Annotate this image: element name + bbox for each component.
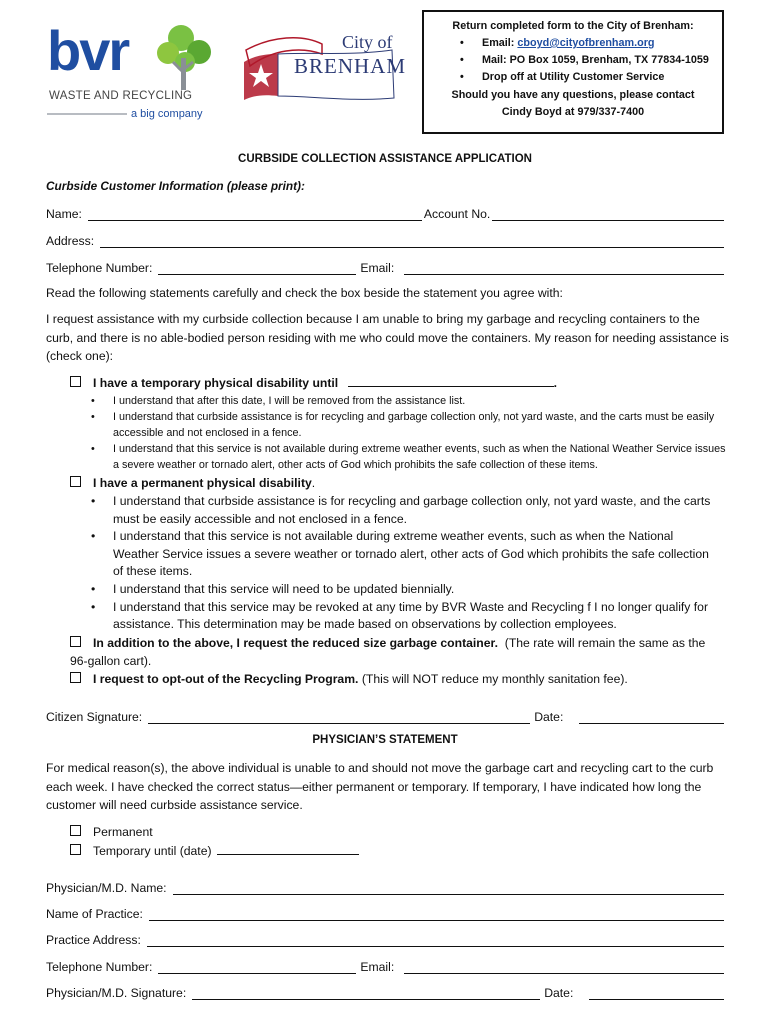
list-item: • I understand that this service may be revoked at any time by BVR Waste and Recycling f I no longer qualify for assistance. This determination may be made based on observations by collection employees. [113, 599, 713, 634]
telephone-email-row [46, 257, 724, 275]
request-paragraph: I request assistance with my curbside collection because I am unable to bring my garbage and recycling containers to the curb, and there is no able-bodied person residing with me who could move the containers. My reason for needing assistance is (check one): [46, 312, 729, 363]
optout-recycling-option[interactable] [70, 670, 628, 688]
physician-telephone-label: Telephone Number: [46, 960, 153, 974]
phys-temporary-label: Temporary until (date) [93, 844, 212, 858]
email-field[interactable] [404, 261, 724, 275]
email-label: Email: [482, 37, 518, 49]
customer-info-heading: Curbside Customer Information (please print): [46, 179, 305, 193]
permanent-label: I have a permanent physical disability [93, 476, 312, 490]
bvr-wordmark: bvr [47, 19, 129, 82]
list-item: • I understand that this service is not available during extreme weather events, such as when the National Weather Service issues a severe weather or tornado alert, other acts of God which prohibits the safe collection of these items. [113, 441, 727, 473]
permanent-checkbox[interactable] [70, 476, 81, 487]
phys-permanent-label: Permanent [93, 825, 153, 839]
physician-signature-field[interactable] [192, 986, 540, 1000]
contact-text: Cindy Boyd at 979/337-7400 [501, 106, 645, 118]
email-link[interactable]: cboyd@cityofbrenham.org [517, 37, 655, 49]
practice-address-row [46, 929, 724, 947]
practice-name-field[interactable] [149, 907, 724, 921]
reduced-container-label: In addition to the above, I request the reduced size garbage container. [93, 636, 498, 650]
citizen-date-label: Date: [534, 710, 564, 724]
temporary-date-field[interactable] [348, 374, 554, 387]
instructions-text: Read the following statements carefully and check the box beside the statement you agree with: [46, 286, 563, 300]
bvr-tagline: WASTE AND RECYCLING [49, 90, 193, 102]
brenham-text: BRENHAM [294, 54, 407, 78]
address-row [46, 230, 724, 248]
reduced-container-option[interactable] [70, 634, 710, 670]
account-label: Account No. [423, 207, 491, 221]
address-field[interactable] [100, 234, 724, 248]
optout-checkbox[interactable] [70, 672, 81, 683]
physician-signature-label: Physician/M.D. Signature: [46, 986, 187, 1000]
phys-permanent-checkbox[interactable] [70, 825, 81, 836]
practice-name-row [46, 903, 724, 921]
physician-email-label: Email: [360, 960, 395, 974]
bvr-company-tag: a big company [131, 108, 203, 120]
phys-temporary-date-field[interactable] [217, 842, 359, 855]
physician-name-field[interactable] [173, 881, 724, 895]
city-of-brenham-logo [242, 26, 407, 102]
mail-text: Mail: PO Box 1059, Brenham, TX 77834-1059 [482, 54, 709, 66]
temporary-label: I have a temporary physical disability until [93, 376, 339, 390]
list-item: • I understand that curbside assistance is for recycling and garbage collection only, not yard waste, and the carts must be easily accessible and not enclosed in a fence. [113, 409, 727, 441]
permanent-disability-option[interactable]: I have a permanent physical disability. [70, 474, 315, 492]
temporary-bullets [113, 393, 727, 473]
temporary-disability-option[interactable]: I have a temporary physical disability until . [70, 374, 557, 392]
physician-date-field[interactable] [589, 986, 724, 1000]
physician-telephone-row [46, 956, 724, 974]
physician-telephone-field[interactable] [158, 960, 356, 974]
phys-permanent-option[interactable] [70, 823, 153, 841]
dropoff-text: Drop off at Utility Customer Service [482, 71, 665, 83]
phys-temporary-checkbox[interactable] [70, 844, 81, 855]
list-item: • I understand that this service is not available during extreme weather events, such as when the National Weather Service issues a severe weather or tornado alert, other acts of God which prohibits the safe collection of these items. [113, 528, 713, 581]
form-title: CURBSIDE COLLECTION ASSISTANCE APPLICATION [238, 153, 532, 165]
citizen-signature-field[interactable] [148, 710, 530, 724]
physician-signature-row [46, 982, 724, 1000]
citizen-signature-row [46, 706, 724, 724]
list-item: • I understand that curbside assistance is for recycling and garbage collection only, not yard waste, and the carts must be easily accessible and not enclosed in a fence. [113, 493, 713, 528]
name-label: Name: [46, 207, 82, 221]
physician-name-label: Physician/M.D. Name: [46, 881, 167, 895]
return-mail-line: • Mail: PO Box 1059, Brenham, TX 77834-1059 [460, 54, 709, 66]
bvr-logo [47, 19, 219, 122]
return-box-title: Return completed form to the City of Brenham: [452, 20, 694, 32]
return-dropoff-line: • Drop off at Utility Customer Service [460, 71, 665, 83]
optout-label: I request to opt-out of the Recycling Program. [93, 672, 359, 686]
practice-address-field[interactable] [147, 933, 724, 947]
temporary-checkbox[interactable] [70, 376, 81, 387]
phys-temporary-option[interactable] [70, 842, 359, 860]
physician-email-field[interactable] [404, 960, 724, 974]
return-email-line: • Email: cboyd@cityofbrenham.org [460, 37, 655, 49]
practice-name-label: Name of Practice: [46, 907, 143, 921]
citizen-signature-label: Citizen Signature: [46, 710, 143, 724]
reduced-container-note: (The rate will remain the same as the 96-gallon cart). [70, 636, 706, 668]
return-instructions-box [422, 10, 724, 134]
telephone-field[interactable] [158, 261, 356, 275]
reduced-container-checkbox[interactable] [70, 636, 81, 647]
physician-date-label: Date: [544, 986, 574, 1000]
city-of-text: City of [342, 32, 393, 52]
citizen-date-field[interactable] [579, 710, 724, 724]
physician-name-row [46, 877, 724, 895]
questions-text: Should you have any questions, please contact [451, 89, 695, 101]
telephone-label: Telephone Number: [46, 261, 153, 275]
list-item: • I understand that after this date, I will be removed from the assistance list. [113, 393, 727, 409]
name-field[interactable] [88, 207, 422, 221]
list-item: • I understand that this service will need to be updated biennially. [113, 581, 713, 599]
account-field[interactable] [492, 207, 724, 221]
name-account-row [46, 203, 724, 221]
email-field-label: Email: [360, 261, 395, 275]
permanent-bullets [113, 493, 713, 634]
address-label: Address: [46, 234, 95, 248]
physician-paragraph: For medical reason(s), the above individual is unable to and should not move the garbage cart and recycling cart to the curb each week. I have checked the correct status—either permanent or temporary. If temporary, I have indicated how long the customer will need curbside assistance service. [46, 761, 714, 812]
physician-statement-title: PHYSICIAN’S STATEMENT [312, 734, 458, 746]
optout-note: (This will NOT reduce my monthly sanitation fee). [361, 672, 628, 686]
practice-address-label: Practice Address: [46, 933, 141, 947]
